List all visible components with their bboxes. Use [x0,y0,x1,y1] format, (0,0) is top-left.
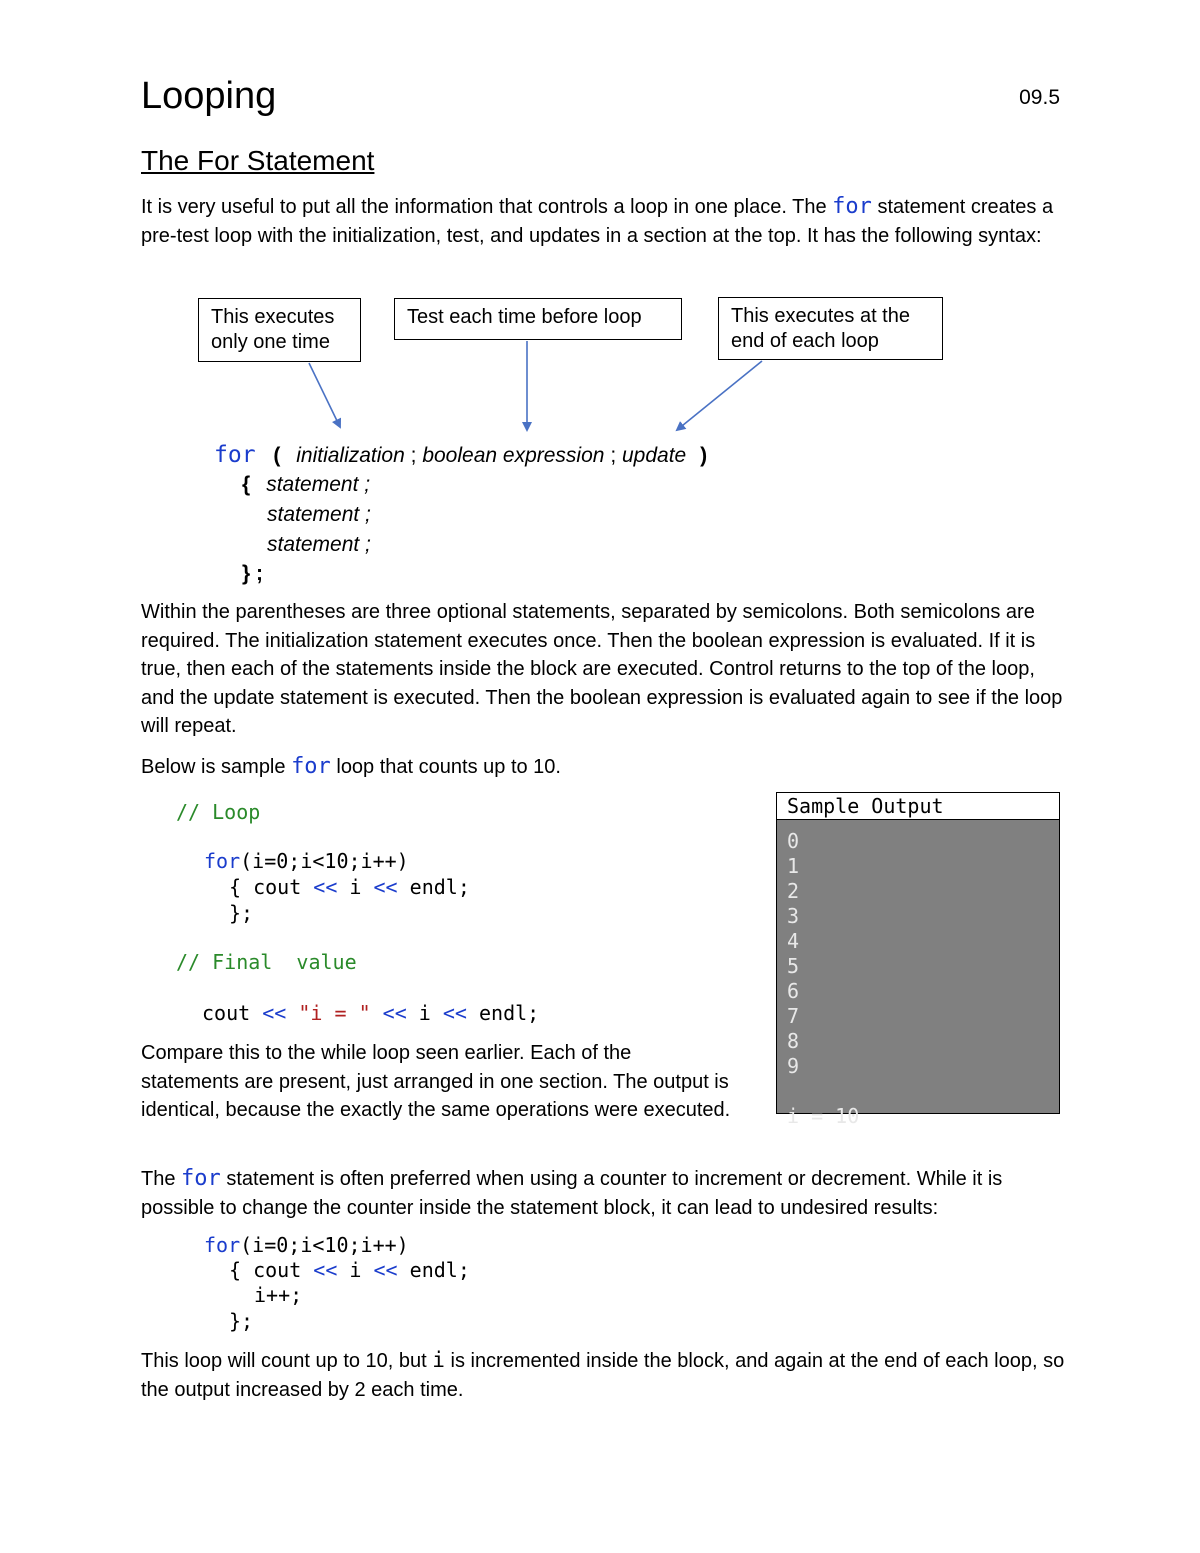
callout-test: Test each time before loop [394,298,682,340]
output-line: i = 10 [787,1104,860,1128]
output-line: 2 [787,879,800,903]
code2-for-line: for(i=0;i<10;i++) [204,1233,409,1257]
intro-paragraph: It is very useful to put all the information that controls a loop in one place. The for statement creates a pre-test loop with the initialization, test, and updates in a section at the top. It has the following syntax: [141,194,1054,247]
code1-close-line: }; [229,901,254,925]
code1-final-line: cout << "i = " << i << endl; [202,1001,540,1025]
for-keyword: for [832,194,872,219]
output-line: 4 [787,929,800,953]
syntax-for-keyword: for [214,442,256,468]
counter-paragraph: The for statement is often preferred when using a counter to increment or decrement. While it is possible to change the counter inside the statement block, it can lead to undesired results: [141,1166,1003,1219]
output-line: 6 [787,979,800,1003]
callout-update: This executes at the end of each loop [718,297,943,360]
code-comment-loop: // Loop [176,800,261,824]
callout-arrows [0,0,1200,460]
variable-i: i [432,1348,445,1372]
section-title: The For Statement [141,145,375,176]
compare-paragraph: Compare this to the while loop seen earlier. Each of the statements are present, just arranged in one section. The output is identical, because the exactly the same operations were executed. [141,1042,731,1122]
page-number: 09.5 [1019,86,1060,109]
output-line [777,1079,1059,1104]
explanation-paragraph: Within the parentheses are three optional statements, separated by semicolons. Both semicolons are required. The initialization statement executes once. Then the boolean expression is evaluated. If it is true, then each of the statements inside the block are executed. Control returns to the top of the loop, and the update statement is executed. Then the boolean expression is evaluated again to see if the loop will repeat. [141,601,1063,738]
code-comment-final: // Final value [176,950,357,974]
output-line: 9 [787,1054,800,1078]
syntax-body-line-2: statement ; [267,503,371,526]
syntax-close-brace: } ; [242,562,263,585]
callout-init: This executes only one time [198,298,361,362]
sample-output-body [777,820,1059,1128]
output-line: 0 [787,829,800,853]
output-line: 3 [787,904,800,928]
code1-for-line: for(i=0;i<10;i++) [204,849,409,873]
page-title: Looping [141,75,277,117]
syntax-body-line-3: statement ; [267,533,371,556]
output-line: 5 [787,954,800,978]
code1-body-line: { cout << i << endl; [229,875,470,899]
sample-intro-paragraph: Below is sample for loop that counts up to 10. [141,754,561,779]
code2-close-line: }; [229,1309,254,1333]
for-keyword: for [181,1166,221,1191]
for-keyword: for [291,754,331,779]
sample-output-box [776,792,1060,1128]
syntax-body-line-1: { statement ; [242,473,371,496]
code2-body-line: { cout << i << endl; [229,1258,470,1282]
output-line: 8 [787,1029,800,1053]
syntax-for-line: for ( initialization ; boolean expression ; update ) [214,442,708,468]
output-line: 1 [787,854,800,878]
output-line: 7 [787,1004,800,1028]
arrow-init [309,363,340,427]
code2-incr-line: i++; [254,1283,303,1307]
arrow-update [677,361,762,430]
closing-paragraph: This loop will count up to 10, but i is incremented inside the block, and again at the end of each loop, so the output increased by 2 each time. [141,1348,1065,1401]
sample-output-header: Sample Output [777,793,1059,820]
